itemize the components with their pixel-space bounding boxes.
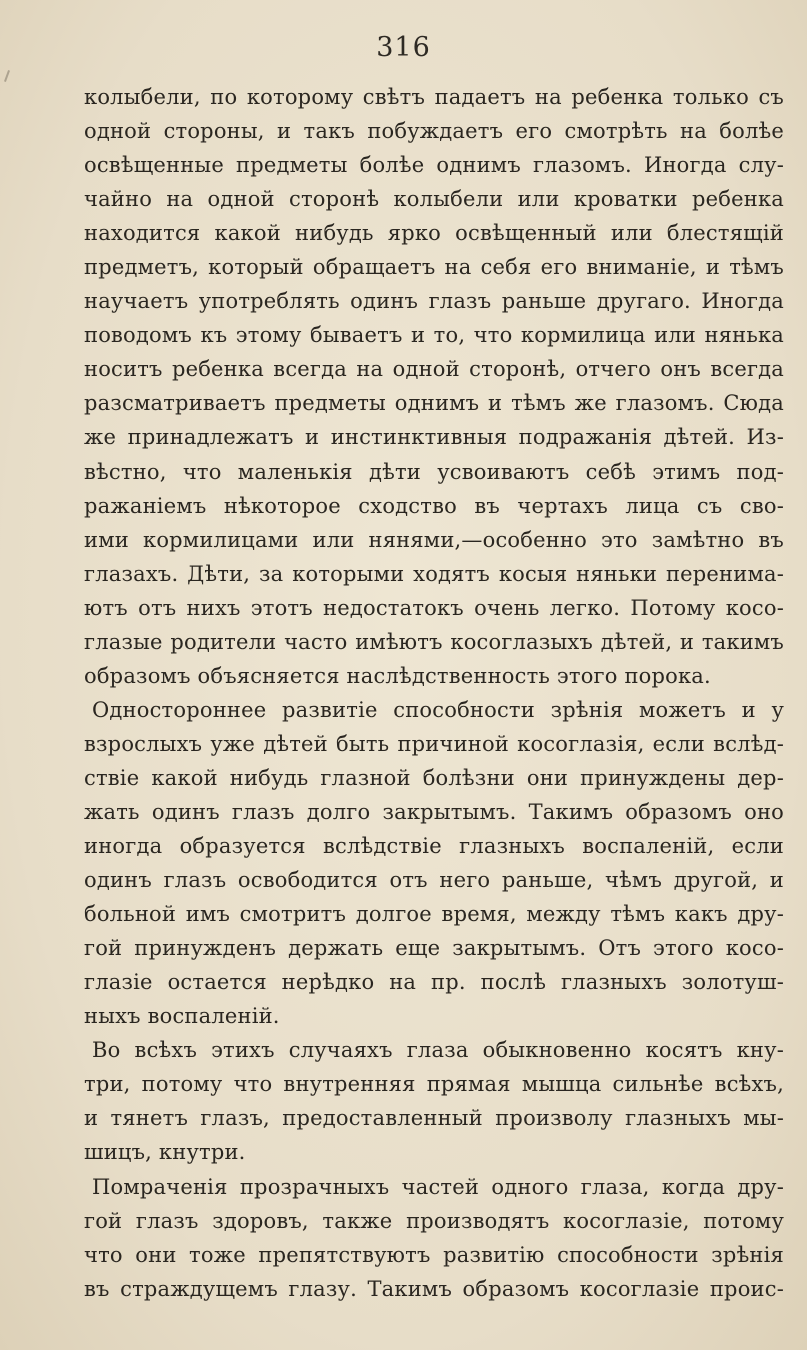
text-line: ныхъ воспаленій. <box>84 1004 280 1029</box>
text-line: ютъ отъ нихъ этотъ недостатокъ очень легко. Потому косо- <box>84 595 784 620</box>
text-line: освѣщенные предметы болѣе однимъ глазомъ. Иногда слу- <box>84 153 784 178</box>
text-line: поводомъ къ этому бываетъ и то, что кормилица или нянька <box>84 323 784 348</box>
text-line: иногда образуется вслѣдствіе глазныхъ воспаленій, если <box>84 834 784 859</box>
text-line: одной стороны, и такъ побуждаетъ его смотрѣть на болѣе <box>84 119 784 144</box>
text-line: предметъ, который обращаетъ на себя его вниманіе, и тѣмъ <box>84 255 784 280</box>
text-line: три, потому что внутренняя прямая мышца сильнѣе всѣхъ, <box>84 1072 784 1097</box>
text-line: научаетъ употреблять одинъ глазъ раньше другаго. Иногда <box>84 289 784 314</box>
text-line: въ страждущемъ глазу. Такимъ образомъ косоглазіе проис- <box>84 1276 784 1301</box>
text-line: жать одинъ глазъ долго закрытымъ. Такимъ образомъ оно <box>84 799 784 824</box>
page-number: 316 <box>376 32 431 63</box>
paragraph-start-line: Одностороннее развитіе способности зрѣнія можетъ и у <box>92 697 784 722</box>
text-line: одинъ глазъ освободится отъ него раньше, чѣмъ другой, и <box>84 868 784 893</box>
text-line: что они тоже препятствуютъ развитію способности зрѣнія <box>84 1242 784 1267</box>
body-text <box>84 80 784 1306</box>
page-edge-mark <box>4 70 10 82</box>
text-line: чайно на одной сторонѣ колыбели или кроватки ребенка <box>84 187 784 212</box>
text-line: ствіе какой нибудь глазной болѣзни они принуждены дер- <box>84 765 784 790</box>
text-line: колыбели, по которому свѣтъ падаетъ на ребенка только съ <box>84 85 784 109</box>
text-line: глазые родители часто имѣютъ косоглазыхъ дѣтей, и такимъ <box>84 629 784 654</box>
text-line: глазіе остается нерѣдко на пр. послѣ глазныхъ золотуш- <box>84 970 784 995</box>
text-line: же принадлежатъ и инстинктивныя подражанія дѣтей. Из- <box>84 425 784 450</box>
text-line: ими кормилицами или нянями,—особенно это замѣтно въ <box>84 527 784 552</box>
text-line: глазахъ. Дѣти, за которыми ходятъ косыя няньки перенима- <box>84 561 784 586</box>
paragraph-start-line: Помраченія прозрачныхъ частей одного глаза, когда дру- <box>92 1174 784 1199</box>
text-line: больной имъ смотритъ долгое время, между тѣмъ какъ дру- <box>84 902 784 927</box>
text-line: гой глазъ здоровъ, также производятъ косоглазіе, потому <box>84 1208 784 1233</box>
text-line: находится какой нибудь ярко освѣщенный или блестящій <box>84 221 784 246</box>
text-line: шицъ, кнутри. <box>84 1140 246 1165</box>
paragraph-start-line: Во всѣхъ этихъ случаяхъ глаза обыкновенно косятъ кну- <box>92 1038 784 1063</box>
text-line: носитъ ребенка всегда на одной сторонѣ, отчего онъ всегда <box>84 357 784 382</box>
text-line: образомъ объясняется наслѣдственность этого порока. <box>84 663 711 688</box>
text-line: ражаніемъ нѣкоторое сходство въ чертахъ лица съ сво- <box>84 493 784 518</box>
text-line: гой принужденъ держать еще закрытымъ. Отъ этого косо- <box>84 936 784 961</box>
text-line: вѣстно, что маленькія дѣти усвоиваютъ себѣ этимъ под- <box>84 459 784 484</box>
text-line: разсматриваетъ предметы однимъ и тѣмъ же глазомъ. Сюда <box>84 391 784 416</box>
text-line: и тянетъ глазъ, предоставленный произволу глазныхъ мы- <box>84 1106 784 1131</box>
text-line: взрослыхъ уже дѣтей быть причиной косоглазія, если вслѣд- <box>84 731 784 756</box>
